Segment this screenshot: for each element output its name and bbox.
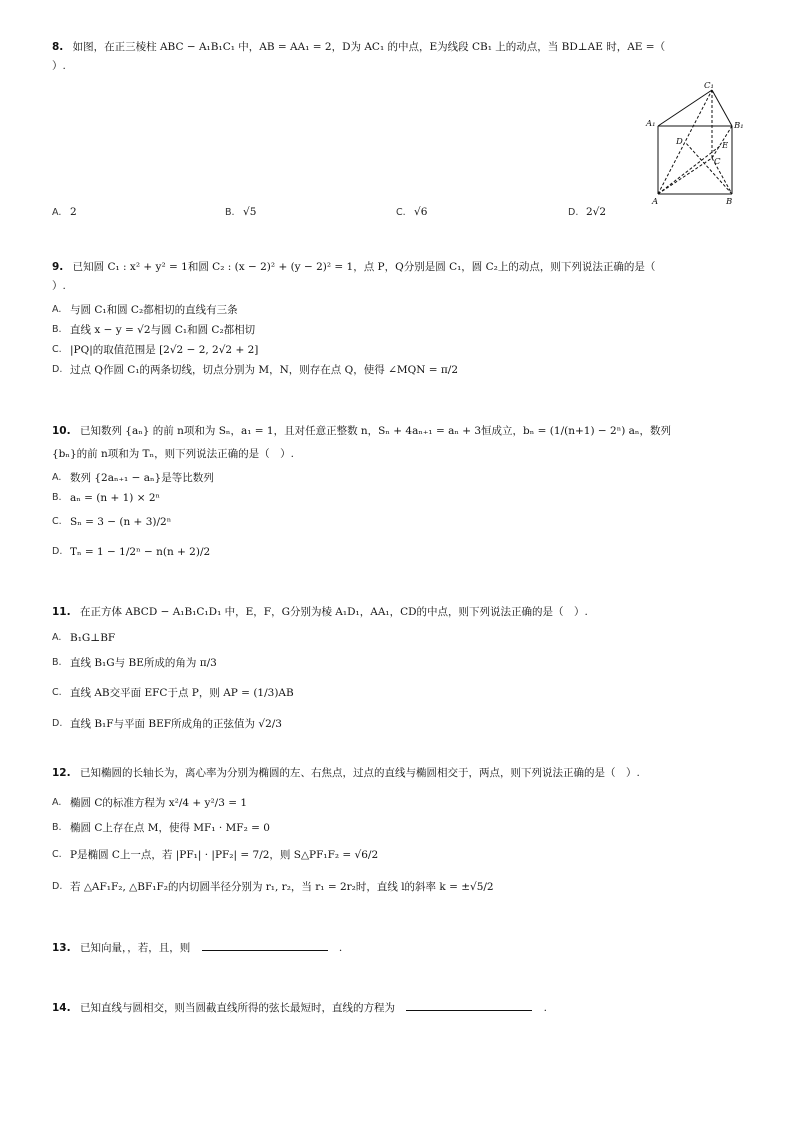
option-text: 2	[70, 206, 77, 218]
question-text: 已知直线与圆相交，则当圆截直线所得的弦长最短时，直线的方程为	[79, 1002, 395, 1014]
question-text: 已知椭圆的长轴长为，离心率为分别为椭圆的左、右焦点，过点的直线与椭圆相交于，两点，则下列说法正确的是（ ）.	[79, 767, 640, 779]
option-label: B.	[225, 206, 235, 218]
option-b[interactable]	[52, 817, 752, 839]
question-12-stem	[52, 764, 752, 783]
option-text: 直线 AB交平面 EFC于点 P，则 AP = (1/3)AB	[70, 687, 294, 699]
option-label: A.	[52, 304, 62, 315]
option-text: Tₙ = 1 − 1/2ⁿ − n(n + 2)/2	[70, 546, 211, 558]
label-c1: C₁	[704, 81, 714, 91]
option-label: C.	[52, 344, 62, 355]
label-c: C	[714, 157, 721, 167]
option-a[interactable]	[52, 300, 752, 320]
question-14-stem	[52, 998, 752, 1018]
option-text: P是椭圆 C上一点，若 |PF₁| · |PF₂| = 7/2，则 S△PF₁F₂ = √6/2	[70, 849, 379, 861]
prism-figure	[644, 78, 754, 208]
option-d[interactable]	[568, 206, 606, 218]
option-label: D.	[52, 881, 63, 892]
option-text: 椭圆 C的标准方程为 x²/4 + y²/3 = 1	[70, 797, 248, 809]
option-label: C.	[52, 849, 62, 860]
option-c[interactable]	[52, 340, 752, 360]
option-label: B.	[52, 657, 62, 668]
question-10-stem-cont: {bₙ}的前 n项和为 Tₙ，则下列说法正确的是（ ）.	[52, 448, 294, 460]
question-number: 14.	[52, 1002, 71, 1014]
edge-a1c1	[658, 90, 712, 126]
question-number: 11.	[52, 606, 71, 618]
option-d[interactable]	[52, 536, 752, 568]
option-label: C.	[396, 206, 406, 218]
label-b1: B₁	[734, 121, 744, 131]
option-label: D.	[52, 718, 63, 729]
option-label: C.	[52, 516, 62, 527]
question-9-stem-cont: ）.	[52, 280, 66, 292]
question-9	[52, 258, 752, 380]
answer-blank[interactable]	[202, 938, 328, 951]
option-label: D.	[568, 206, 579, 218]
label-a: A	[652, 197, 659, 207]
option-label: A.	[52, 472, 62, 483]
option-text: 过点 Q作圆 C₁的两条切线，切点分别为 M，N，则存在点 Q，使得 ∠MQN = π/2	[70, 364, 459, 376]
question-number: 10.	[52, 425, 71, 437]
option-text: Sₙ = 3 − (n + 3)/2ⁿ	[70, 516, 172, 528]
option-a[interactable]	[52, 628, 752, 648]
option-b[interactable]	[52, 320, 752, 340]
option-label: A.	[52, 632, 62, 643]
option-text: 数列 {2aₙ₊₁ − aₙ}是等比数列	[70, 472, 214, 484]
option-text: 直线 B₁G与 BE所成的角为 π/3	[70, 657, 217, 669]
option-text: 直线 x − y = √2与圆 C₁和圆 C₂都相切	[70, 324, 256, 336]
question-8-stem	[52, 38, 752, 57]
option-c[interactable]	[396, 206, 427, 218]
question-number: 12.	[52, 767, 71, 779]
label-e: E	[722, 141, 729, 151]
option-b[interactable]	[52, 488, 752, 508]
question-10	[52, 422, 752, 568]
question-10-stem	[52, 422, 752, 441]
option-c[interactable]	[52, 678, 752, 708]
question-text: 在正方体 ABCD − A₁B₁C₁D₁ 中，E，F，G分别为棱 A₁D₁，AA₁，CD的中点，则下列说法正确的是（ ）.	[79, 606, 588, 618]
option-label: D.	[52, 364, 63, 375]
option-a[interactable]	[52, 789, 752, 817]
option-text: B₁G⊥BF	[70, 632, 116, 644]
label-a1: A₁	[646, 119, 656, 129]
option-text: aₙ = (n + 1) × 2ⁿ	[70, 492, 161, 504]
option-b[interactable]	[52, 648, 752, 678]
question-13-stem	[52, 938, 752, 958]
question-11	[52, 603, 752, 740]
option-label: B.	[52, 822, 62, 833]
question-9-stem	[52, 258, 752, 277]
question-number: 9.	[52, 261, 64, 273]
option-d[interactable]	[52, 871, 752, 903]
option-a[interactable]	[52, 206, 77, 218]
option-label: B.	[52, 324, 62, 335]
option-text: 椭圆 C上存在点 M，使得 MF₁ · MF₂ = 0	[70, 822, 270, 834]
question-tail: .	[338, 942, 343, 954]
question-tail: .	[543, 1002, 547, 1014]
answer-blank[interactable]	[406, 998, 532, 1011]
question-8-stem-cont: ）.	[52, 60, 66, 72]
option-label: A.	[52, 797, 62, 808]
option-text: √6	[414, 206, 428, 218]
option-label: C.	[52, 687, 62, 698]
option-label: B.	[52, 492, 62, 503]
option-text: 若 △AF₁F₂, △BF₁F₂的内切圆半径分别为 r₁, r₂，当 r₁ = 2r₂时，直线 l的斜率 k = ±√5/2	[70, 881, 494, 893]
edge-c1b1	[712, 90, 732, 126]
option-label: A.	[52, 206, 62, 218]
option-c[interactable]	[52, 508, 752, 536]
question-text: 已知圆 C₁ : x² + y² = 1和圆 C₂ : (x − 2)² + (y − 2)² = 1，点 P，Q分别是圆 C₁，圆 C₂上的动点，则下列说法正确的是（	[72, 261, 656, 273]
question-8-options	[52, 206, 752, 226]
question-14	[52, 998, 752, 1018]
question-text: 如图，在正三棱柱 ABC − A₁B₁C₁ 中，AB = AA₁ = 2，D为 AC₁ 的中点，E为线段 CB₁ 上的动点，当 BD⊥AE 时，AE =（	[72, 41, 666, 53]
question-11-stem	[52, 603, 752, 622]
question-text: 已知数列 {aₙ} 的前 n项和为 Sₙ，a₁ = 1，且对任意正整数 n，Sₙ + 4aₙ₊₁ = aₙ + 3恒成立，bₙ = (1/(n+1) − 2ⁿ) aₙ，数列	[79, 425, 671, 437]
option-b[interactable]	[225, 206, 256, 218]
question-number: 13.	[52, 942, 71, 954]
label-d: D	[676, 137, 683, 147]
question-text: 已知向量，，若，且，则	[79, 942, 191, 954]
option-a[interactable]	[52, 468, 752, 488]
option-text: 与圆 C₁和圆 C₂都相切的直线有三条	[70, 304, 238, 316]
question-8	[52, 38, 752, 76]
question-13	[52, 938, 752, 958]
question-12	[52, 764, 752, 903]
label-b: B	[726, 197, 733, 207]
option-label: D.	[52, 546, 63, 557]
option-d[interactable]	[52, 708, 752, 740]
option-text: |PQ|的取值范围是 [2√2 − 2, 2√2 + 2]	[70, 344, 259, 356]
option-text: 2√2	[586, 206, 607, 218]
option-c[interactable]	[52, 839, 752, 871]
question-number: 8.	[52, 41, 64, 53]
option-text: 直线 B₁F与平面 BEF所成角的正弦值为 √2/3	[70, 718, 282, 730]
option-text: √5	[243, 206, 257, 218]
option-d[interactable]	[52, 360, 752, 380]
